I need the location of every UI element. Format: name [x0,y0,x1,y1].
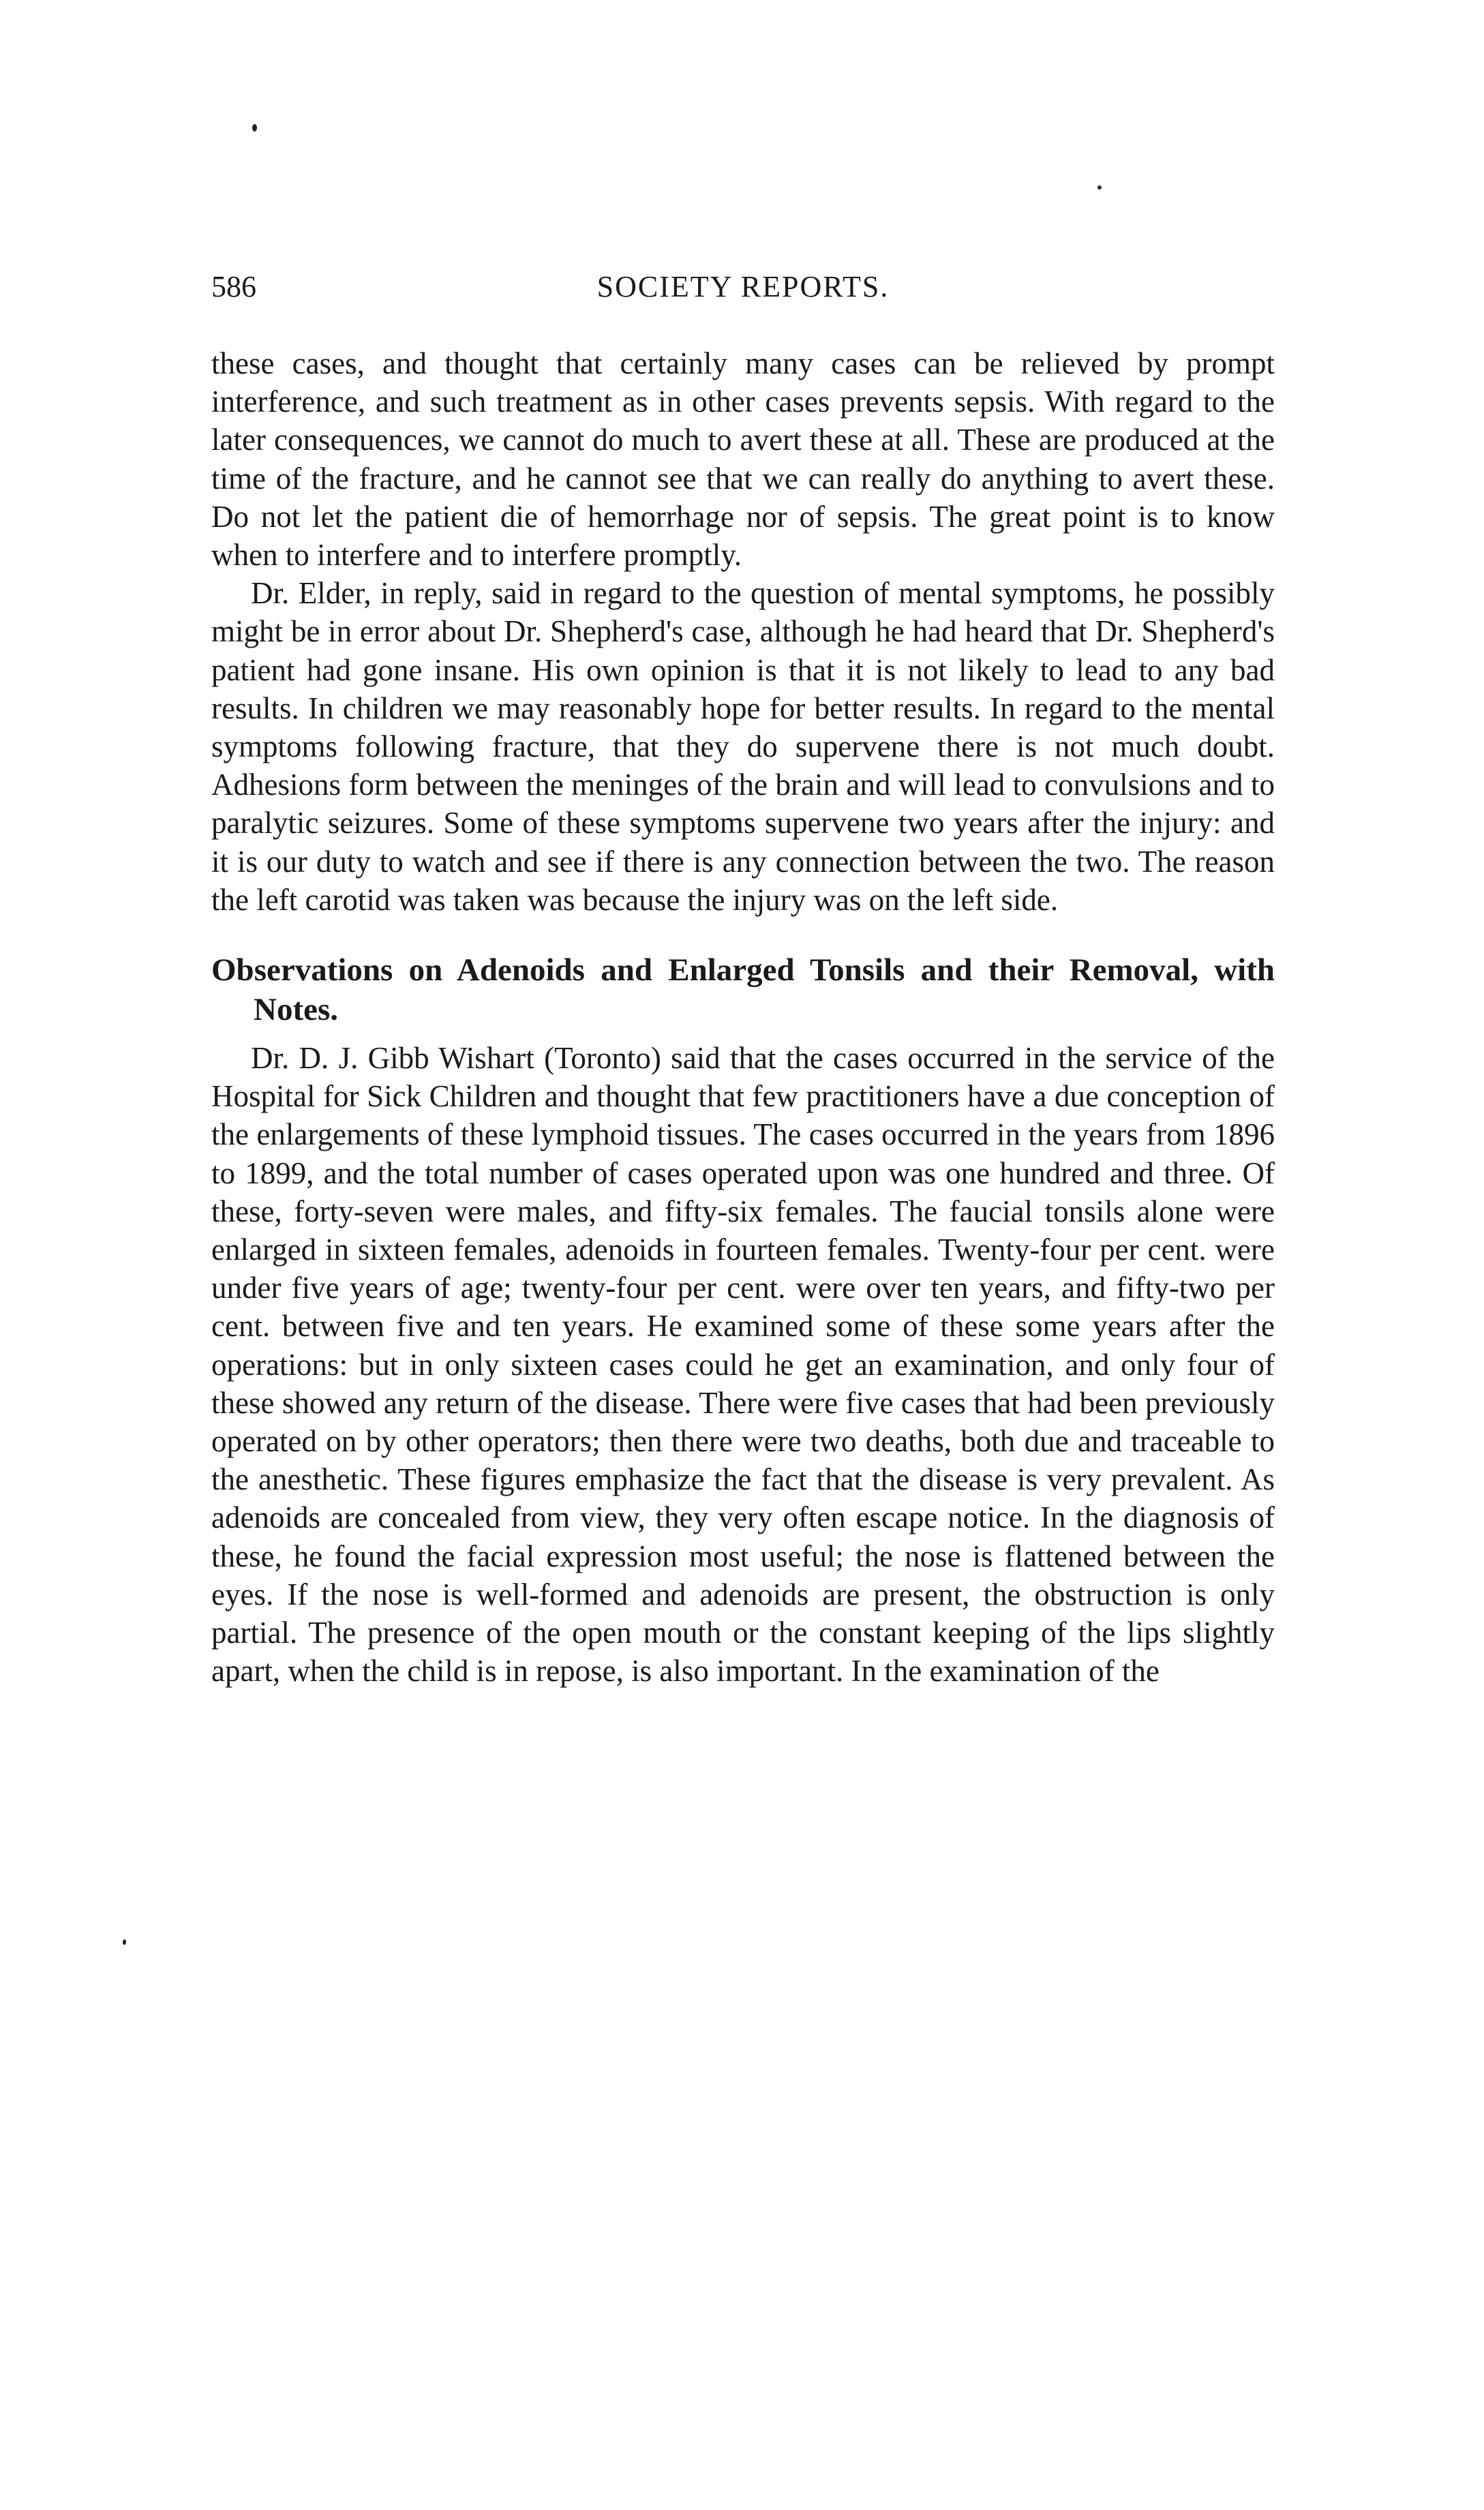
scan-speck [252,124,257,132]
running-head: SOCIETY REPORTS. [596,270,890,303]
paragraph-dr-wishart: Dr. D. J. Gibb Wishart (Toronto) said that the cases occurred in the service of the Hospital for Sick Children and thought that few practitioners have a due conception of the enlargements of these lymphoid tissues. The cases occurred in the years from 1896 to 1899, and the total number of cases operated upon was one hundred and three. Of these, forty-seven were males, and fifty-six females. The faucial tonsils alone were enlarged in sixteen females, adenoids in fourteen females. Twenty-four per cent. were under five years of age; twenty-four per cent. were over ten years, and fifty-two per cent. between five and ten years. He examined some of these some years after the operations: but in only sixteen cases could he get an examination, and only four of these showed any return of the disease. There were five cases that had been previously operated on by other operators; then there were two deaths, both due and traceable to the anesthetic. These figures emphasize the fact that the disease is very prevalent. As adenoids are concealed from view, they very often escape notice. In the diagnosis of these, he found the facial expression most useful; the nose is flattened between the eyes. If the nose is well-formed and adenoids are present, the obstruction is only partial. The presence of the open mouth or the constant keeping of the lips slightly apart, when the child is in repose, is also important. In the examination of the [211,1041,1275,1689]
paragraph-dr-elder-reply: Dr. Elder, in reply, said in regard to the question of mental symptoms, he possibly might be in error about Dr. Shepherd's case, although he had heard that Dr. Shepherd's patient had gone insane. His own opinion is that it is not likely to lead to any bad results. In children we may reasonably hope for better results. In regard to the mental symptoms following fracture, that they do supervene there is not much doubt. Adhesions form between the meninges of the brain and will lead to convulsions and to paralytic seizures. Some of these symptoms supervene two years after the injury: and it is our duty to watch and see if there is any connection between the two. The reason the left carotid was taken was because the injury was on the left side. [211,576,1275,917]
section-heading: Observations on Adenoids and Enlarged Tonsils and their Removal, with Notes. [211,952,1275,1028]
scan-speck [123,1939,126,1945]
page-header [211,269,1275,310]
page-number: 586 [211,270,256,303]
scan-speck [1097,185,1102,190]
body-text [211,344,1275,1691]
paragraph-continued: these cases, and thought that certainly many cases can be relieved by prompt interference, and such treatment as in other cases prevents sepsis. With regard to the later consequences, we cannot do much to avert these at all. These are produced at the time of the fracture, and he cannot see that we can really do anything to avert these. Do not let the patient die of hemorrhage nor of sepsis. The great point is to know when to interfere and to interfere promptly. [211,346,1275,573]
